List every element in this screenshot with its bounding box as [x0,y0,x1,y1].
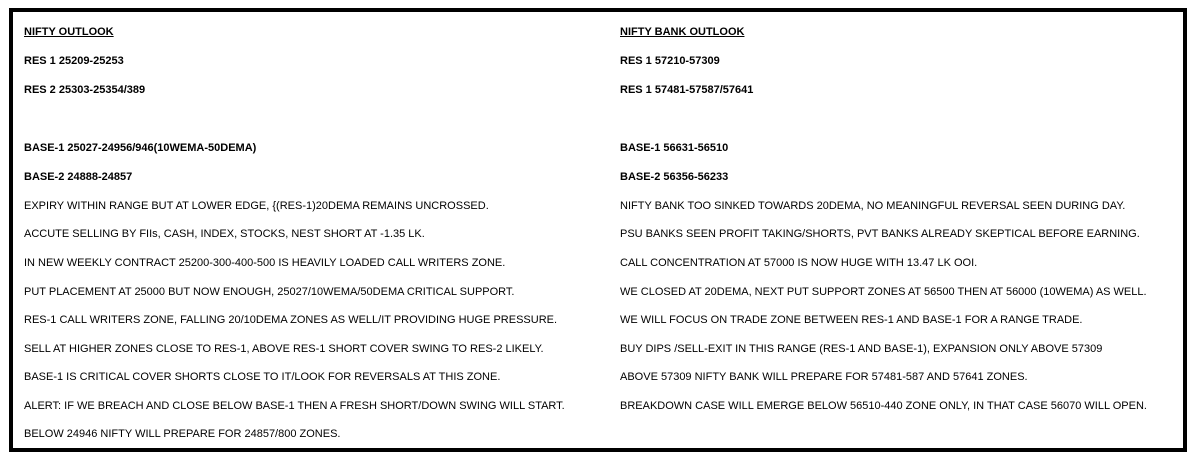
nifty-bank-res2: RES 1 57481-57587/57641 [620,84,754,96]
nifty-bank-note: CALL CONCENTRATION AT 57000 IS NOW HUGE WITH 13.47 LK OOI. [620,257,978,269]
nifty-base1: BASE-1 25027-24956/946(10WEMA-50DEMA) [24,142,257,154]
nifty-res1: RES 1 25209-25253 [24,55,124,67]
nifty-note: RES-1 CALL WRITERS ZONE, FALLING 20/10DEMA ZONES AS WELL/IT PROVIDING HUGE PRESSURE. [24,314,558,326]
nifty-bank-base2: BASE-2 56356-56233 [620,171,729,183]
nifty-bank-note: WE WILL FOCUS ON TRADE ZONE BETWEEN RES-1 AND BASE-1 FOR A RANGE TRADE. [620,314,1083,326]
nifty-note: ALERT: IF WE BREACH AND CLOSE BELOW BASE-1 THEN A FRESH SHORT/DOWN SWING WILL START. [24,400,565,412]
nifty-bank-note: WE CLOSED AT 20DEMA, NEXT PUT SUPPORT ZONES AT 56500 THEN AT 56000 (10WEMA) AS WELL. [620,286,1147,298]
nifty-note: SELL AT HIGHER ZONES CLOSE TO RES-1, ABOVE RES-1 SHORT COVER SWING TO RES-2 LIKELY. [24,343,544,355]
nifty-note: ACCUTE SELLING BY FIIs, CASH, INDEX, STOCKS, NEST SHORT AT -1.35 LK. [24,228,425,240]
nifty-note: EXPIRY WITHIN RANGE BUT AT LOWER EDGE, {(RES-1)20DEMA REMAINS UNCROSSED. [24,200,489,212]
nifty-bank-note: BUY DIPS /SELL-EXIT IN THIS RANGE (RES-1 AND BASE-1), EXPANSION ONLY ABOVE 57309 [620,343,1103,355]
nifty-bank-outlook-title: NIFTY BANK OUTLOOK [620,26,745,38]
nifty-bank-res1: RES 1 57210-57309 [620,55,720,67]
nifty-bank-note: ABOVE 57309 NIFTY BANK WILL PREPARE FOR 57481-587 AND 57641 ZONES. [620,371,1028,383]
nifty-outlook-title: NIFTY OUTLOOK [24,26,114,38]
nifty-note: IN NEW WEEKLY CONTRACT 25200-300-400-500 IS HEAVILY LOADED CALL WRITERS ZONE. [24,257,506,269]
nifty-bank-base1: BASE-1 56631-56510 [620,142,729,154]
nifty-bank-note: BREAKDOWN CASE WILL EMERGE BELOW 56510-440 ZONE ONLY, IN THAT CASE 56070 WILL OPEN. [620,400,1147,412]
nifty-bank-note: NIFTY BANK TOO SINKED TOWARDS 20DEMA, NO MEANINGFUL REVERSAL SEEN DURING DAY. [620,200,1126,212]
nifty-base2: BASE-2 24888-24857 [24,171,133,183]
nifty-note: BELOW 24946 NIFTY WILL PREPARE FOR 24857/800 ZONES. [24,428,341,440]
nifty-res2: RES 2 25303-25354/389 [24,84,146,96]
nifty-bank-note: PSU BANKS SEEN PROFIT TAKING/SHORTS, PVT BANKS ALREADY SKEPTICAL BEFORE EARNING. [620,228,1140,240]
nifty-note: PUT PLACEMENT AT 25000 BUT NOW ENOUGH, 25027/10WEMA/50DEMA CRITICAL SUPPORT. [24,286,515,298]
outlook-table [9,8,1187,452]
nifty-note: BASE-1 IS CRITICAL COVER SHORTS CLOSE TO IT/LOOK FOR REVERSALS AT THIS ZONE. [24,371,501,383]
